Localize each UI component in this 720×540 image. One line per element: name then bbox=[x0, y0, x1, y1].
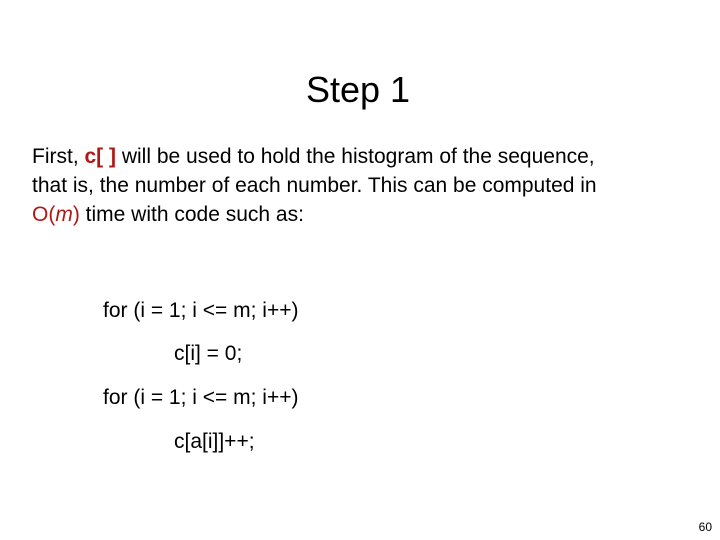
array-name-code: c[ ] bbox=[84, 145, 116, 168]
complexity-variable: m bbox=[55, 203, 73, 226]
complexity-close: ) bbox=[72, 203, 80, 226]
code-line: c[i] = 0; bbox=[174, 342, 243, 365]
complexity-open: O( bbox=[32, 203, 56, 226]
page-number: 60 bbox=[698, 520, 712, 534]
intro-line-2: that is, the number of each number. This can be computed in bbox=[32, 174, 597, 197]
code-line: c[a[i]]++; bbox=[174, 430, 255, 453]
slide-title: Step 1 bbox=[305, 69, 411, 110]
intro-text: First, bbox=[32, 145, 85, 168]
intro-line-3 bbox=[32, 200, 702, 229]
intro-line-1 bbox=[32, 142, 702, 171]
intro-paragraph bbox=[32, 142, 702, 229]
code-line: for (i = 1; i <= m; i++) bbox=[103, 386, 299, 409]
code-line: for (i = 1; i <= m; i++) bbox=[103, 299, 299, 322]
intro-text: time with code such as: bbox=[79, 203, 304, 226]
intro-text: will be used to hold the histogram of the sequence, bbox=[116, 145, 595, 168]
